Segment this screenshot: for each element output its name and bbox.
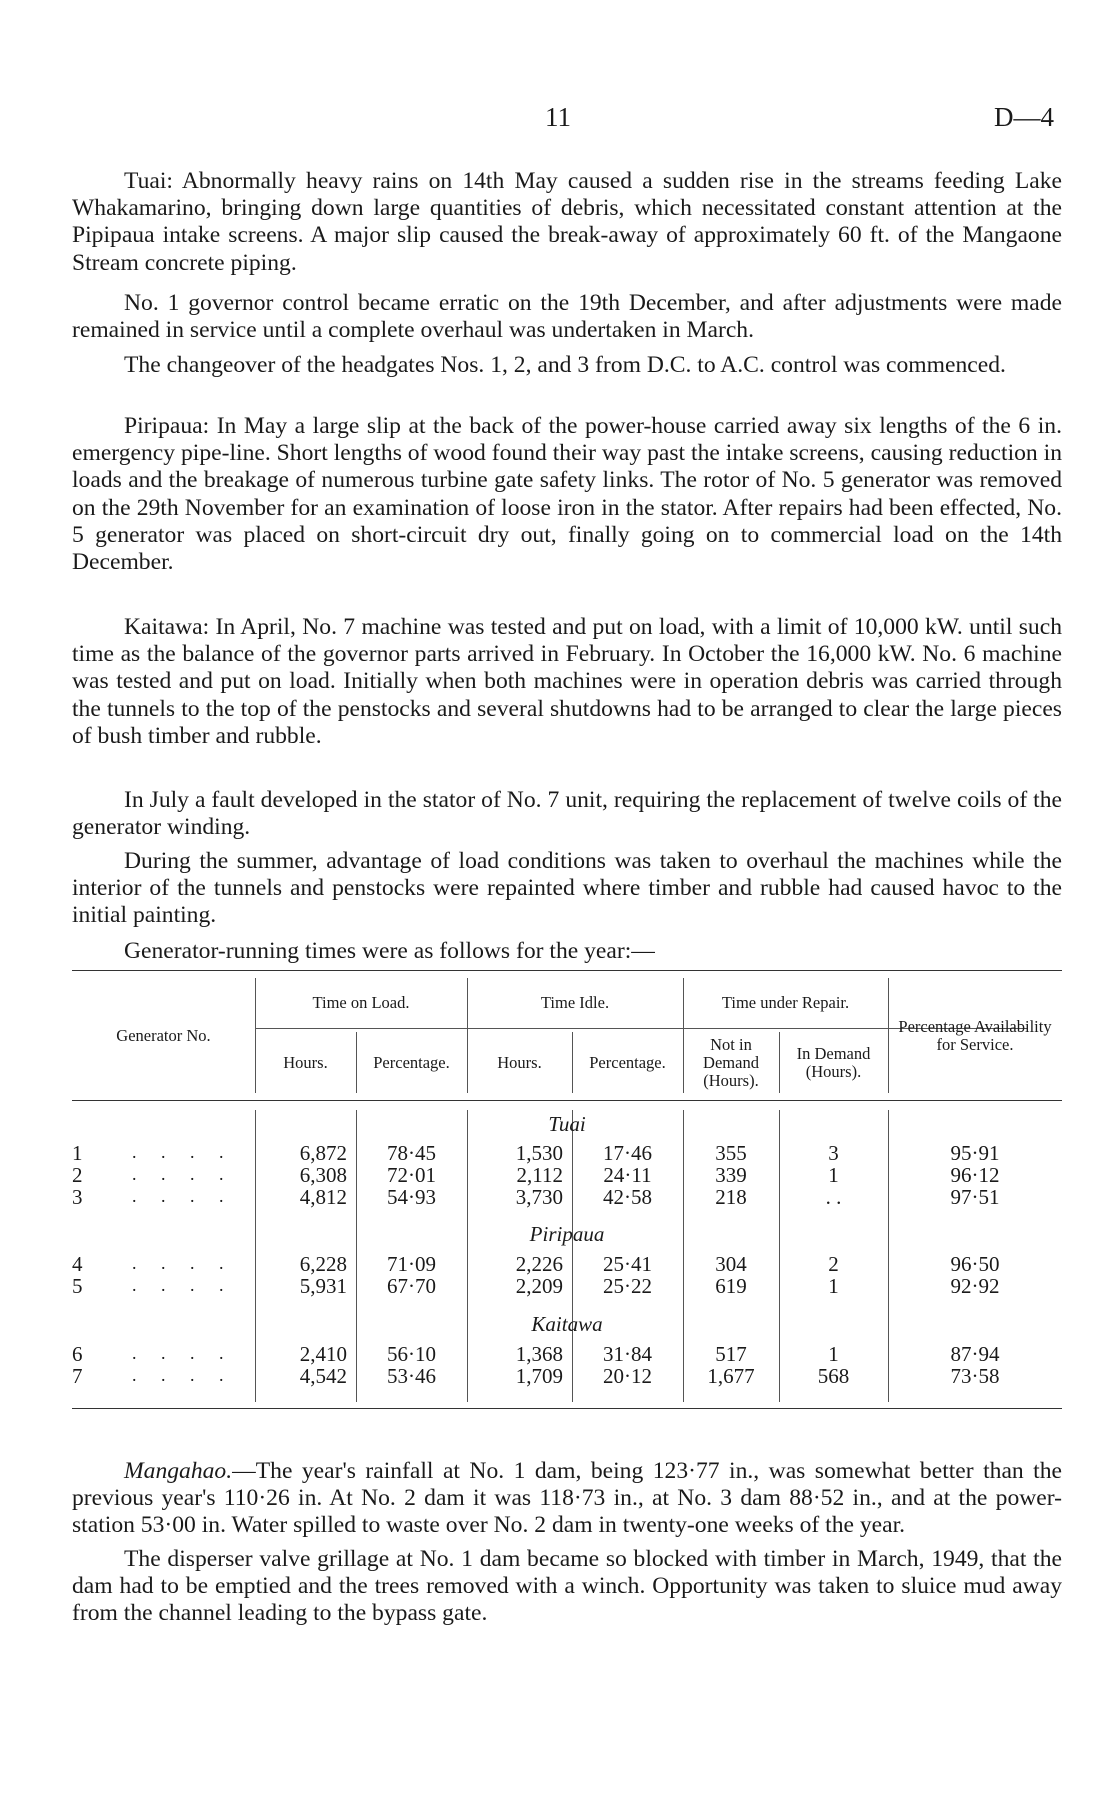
table-bottom-rule	[72, 1408, 1062, 1409]
header-availability: Percentage Availability for Service.	[898, 1016, 1052, 1054]
header-generator: Generator No.	[116, 1025, 211, 1045]
cell-idle-hours: 3,730	[515, 1185, 563, 1209]
cell-availability: 87·94	[950, 1342, 1000, 1366]
group-label-tuai: Tuai	[548, 1112, 586, 1136]
governor-paragraph: No. 1 governor control became erratic on the 19th December, and after adjustments were made remained in service until a complete overhaul was undertaken in March.	[72, 290, 1062, 344]
table-top-rule	[72, 970, 1062, 971]
cell-idle-percentage: 20·12	[603, 1364, 652, 1388]
cell-idle-percentage: 25·22	[603, 1274, 652, 1298]
group-label-piripaua: Piripaua	[529, 1222, 605, 1246]
cell-load-percentage: 54·93	[387, 1185, 436, 1209]
mangahao-paragraph	[72, 1458, 1062, 1540]
cell-availability: 97·51	[950, 1185, 1000, 1209]
cell-idle-hours: 1,530	[515, 1141, 563, 1165]
header-not-in-demand: Not in Demand (Hours).	[703, 1034, 759, 1090]
leader-dots: . . . .	[132, 1365, 234, 1385]
cell-generator: 2	[72, 1163, 83, 1187]
header-time-under-repair: Time under Repair.	[721, 993, 850, 1012]
cell-in-demand: . .	[825, 1185, 842, 1209]
kaitawa-paragraph: Kaitawa: In April, No. 7 machine was tested and put on load, with a limit of 10,000 kW. until such time as the balance of the governor parts arrived in February. In October the 16,000 kW. No. 6 machine was tested and put on load. Initially when both machines were in operation debris was carried through the tunnels to the top of the penstocks and several shutdowns had to be arranged to clear the large pieces of bush timber and rubble.	[72, 614, 1062, 749]
cell-idle-percentage: 24·11	[603, 1163, 652, 1187]
cell-not-in-demand: 619	[715, 1274, 747, 1298]
header-load-percentage: Percentage.	[373, 1052, 450, 1072]
generator-running-times-table	[72, 970, 1062, 1410]
document-code: D—4	[994, 102, 1054, 132]
header-idle-percentage: Percentage.	[589, 1052, 666, 1072]
page-number: 11	[545, 102, 571, 132]
cell-idle-hours: 2,112	[516, 1163, 563, 1187]
disperser-paragraph: The disperser valve grillage at No. 1 dam became so blocked with timber in March, 1949, that the dam had to be emptied and the trees removed with a winch. Opportunity was taken to sluice mud away from the channel leading to the bypass gate.	[72, 1546, 1062, 1627]
cell-in-demand: 1	[828, 1163, 839, 1187]
cell-not-in-demand: 218	[715, 1185, 747, 1209]
piripaua-paragraph: Piripaua: In May a large slip at the back of the power-house carried away six lengths of the 6 in. emergency pipe-line. Short lengths of wood found their way past the intake screens, causing reduction in loads and the breakage of numerous turbine gate safety links. The rotor of No. 5 generator was removed on the 29th November for an examination of loose iron in the stator. After repairs had been effected, No. 5 generator was placed on short-circuit dry out, finally going on to commercial load on the 14th December.	[72, 413, 1062, 576]
leader-dots: . . . .	[132, 1343, 234, 1363]
cell-load-hours: 6,872	[299, 1141, 347, 1165]
cell-in-demand: 2	[828, 1252, 839, 1276]
leader-dots: . . . .	[132, 1275, 234, 1295]
table-header-rule	[72, 1100, 1062, 1101]
cell-availability: 92·92	[950, 1274, 1000, 1298]
header-load-hours: Hours.	[283, 1052, 328, 1072]
tuai-paragraph: Tuai: Abnormally heavy rains on 14th May caused a sudden rise in the streams feeding Lake Whakamarino, bringing down large quantities of debris, which necessitated constant attention at the Pipipaua intake screens. A major slip caused the break-away of approximately 60 ft. of the Mangaone Stream concrete piping.	[72, 168, 1062, 276]
cell-not-in-demand: 1,677	[707, 1364, 755, 1388]
cell-availability: 95·91	[950, 1141, 1000, 1165]
cell-load-percentage: 72·01	[387, 1163, 436, 1187]
cell-idle-percentage: 17·46	[603, 1141, 652, 1165]
running-times-intro: Generator-running times were as follows for the year:—	[124, 938, 655, 964]
july-fault-paragraph: In July a fault developed in the stator of No. 7 unit, requiring the replacement of twelve coils of the generator winding.	[72, 787, 1062, 841]
leader-dots: . . . .	[132, 1142, 234, 1162]
cell-idle-hours: 1,368	[515, 1342, 563, 1366]
header-time-idle: Time Idle.	[540, 993, 610, 1012]
leader-dots: . . . .	[132, 1253, 234, 1273]
cell-generator: 6	[72, 1342, 83, 1366]
cell-generator: 1	[72, 1141, 83, 1165]
cell-availability: 96·50	[950, 1252, 1000, 1276]
cell-load-hours: 5,931	[299, 1274, 347, 1298]
cell-load-hours: 4,812	[299, 1185, 347, 1209]
summer-paragraph: During the summer, advantage of load conditions was taken to overhaul the machines while the interior of the tunnels and penstocks were repainted where timber and rubble had caused havoc to the initial painting.	[72, 848, 1062, 929]
cell-availability: 73·58	[950, 1364, 1000, 1388]
cell-idle-percentage: 31·84	[603, 1342, 652, 1366]
cell-load-percentage: 71·09	[387, 1252, 436, 1276]
cell-load-hours: 2,410	[299, 1342, 347, 1366]
cell-idle-hours: 2,226	[515, 1252, 563, 1276]
cell-in-demand: 1	[828, 1342, 839, 1366]
cell-generator: 7	[72, 1364, 83, 1388]
cell-load-percentage: 67·70	[387, 1274, 436, 1298]
cell-in-demand: 1	[828, 1274, 839, 1298]
cell-load-percentage: 53·46	[387, 1364, 436, 1388]
cell-not-in-demand: 355	[715, 1141, 747, 1165]
cell-load-percentage: 56·10	[387, 1342, 436, 1366]
cell-not-in-demand: 339	[715, 1163, 747, 1187]
cell-availability: 96·12	[950, 1163, 1000, 1187]
leader-dots: . . . .	[132, 1164, 234, 1184]
cell-not-in-demand: 517	[715, 1342, 747, 1366]
cell-not-in-demand: 304	[715, 1252, 747, 1276]
header-in-demand: In Demand (Hours).	[796, 1043, 871, 1081]
header-idle-hours: Hours.	[497, 1052, 542, 1072]
cell-idle-percentage: 42·58	[603, 1185, 652, 1209]
cell-in-demand: 3	[828, 1141, 839, 1165]
cell-load-percentage: 78·45	[387, 1141, 436, 1165]
mangahao-heading: Mangahao.	[124, 1458, 233, 1484]
cell-idle-hours: 2,209	[515, 1274, 563, 1298]
cell-in-demand: 568	[817, 1364, 850, 1388]
header-time-on-load: Time on Load.	[312, 993, 410, 1012]
cell-load-hours: 6,228	[299, 1252, 347, 1276]
headgates-paragraph: The changeover of the headgates Nos. 1, 2, and 3 from D.C. to A.C. control was commenced.	[124, 352, 1006, 378]
cell-idle-hours: 1,709	[515, 1364, 563, 1388]
cell-generator: 4	[72, 1252, 83, 1276]
cell-load-hours: 6,308	[299, 1163, 347, 1187]
leader-dots: . . . .	[132, 1186, 234, 1206]
mangahao-text: —The year's rainfall at No. 1 dam, being 123·77 in., was somewhat better than the previous year's 110·26 in. At No. 2 dam it was 118·73 in., at No. 3 dam 88·52 in., and at the power-station 53·00 in. Water spilled to waste over No. 2 dam in twenty-one weeks of the year.	[72, 1458, 1062, 1539]
cell-generator: 5	[72, 1274, 83, 1298]
cell-load-hours: 4,542	[299, 1364, 347, 1388]
cell-generator: 3	[72, 1185, 83, 1209]
cell-idle-percentage: 25·41	[603, 1252, 652, 1276]
group-label-kaitawa: Kaitawa	[531, 1312, 603, 1336]
